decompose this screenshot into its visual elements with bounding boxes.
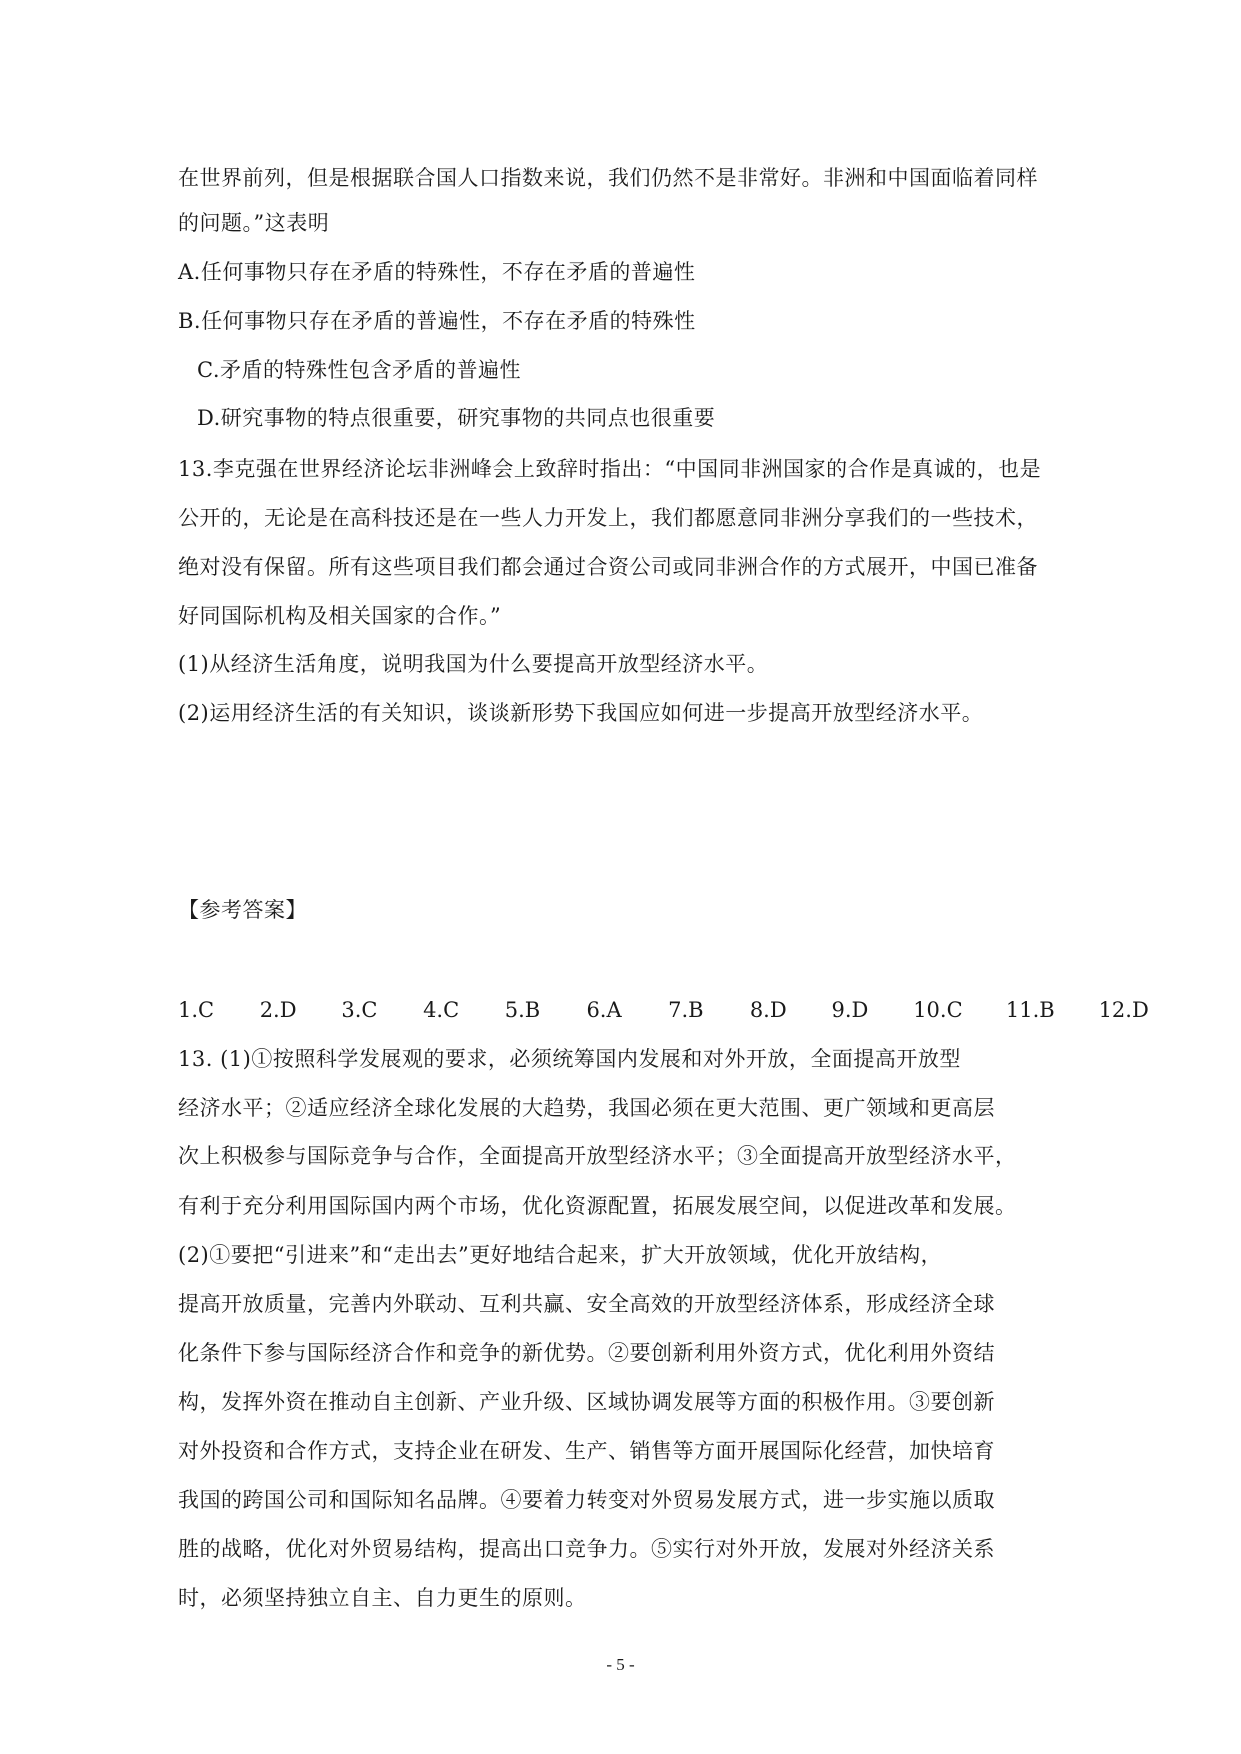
choice-answer: 1.C bbox=[178, 998, 215, 1022]
q13-sub-question-1: (1)从经济生活角度，说明我国为什么要提高开放型经济水平。 bbox=[178, 652, 769, 676]
choice-answers-row bbox=[178, 997, 1159, 1023]
q12-option-a: A.任何事物只存在矛盾的特殊性，不存在矛盾的普遍性 bbox=[178, 260, 696, 284]
q12-option-c: C.矛盾的特殊性包含矛盾的普遍性 bbox=[197, 358, 521, 382]
choice-answer: 10.C bbox=[913, 998, 963, 1022]
q13-stem-line-4: 好同国际机构及相关国家的合作。” bbox=[178, 604, 502, 628]
q13-stem-line-3: 绝对没有保留。所有这些项目我们都会通过合资公司或同非洲合作的方式展开，中国已准备 bbox=[178, 555, 1038, 579]
q13-answer-part1-line-4: 有利于充分利用国际国内两个市场，优化资源配置，拓展发展空间，以促进改革和发展。 bbox=[178, 1194, 1017, 1218]
q13-stem-line-2: 公开的，无论是在高科技还是在一些人力开发上，我们都愿意同非洲分享我们的一些技术， bbox=[178, 506, 1038, 530]
q13-answer-part2-line-8: 时，必须坚持独立自主、自力更生的原则。 bbox=[178, 1586, 587, 1610]
choice-answer: 9.D bbox=[831, 998, 869, 1022]
q13-answer-part2-line-7: 胜的战略，优化对外贸易结构，提高出口竞争力。⑤实行对外开放，发展对外经济关系 bbox=[178, 1537, 995, 1561]
q13-answer-part1-line-1: 13. (1)①按照科学发展观的要求，必须统筹国内发展和对外开放，全面提高开放型 bbox=[178, 1047, 961, 1071]
q13-stem-line-1: 13.李克强在世界经济论坛非洲峰会上致辞时指出：“中国同非洲国家的合作是真诚的，也是 bbox=[178, 457, 1042, 481]
choice-answer: 6.A bbox=[586, 998, 622, 1022]
choice-answer: 4.C bbox=[423, 998, 460, 1022]
q13-answer-part2-line-6: 我国的跨国公司和国际知名品牌。④要着力转变对外贸易发展方式，进一步实施以质取 bbox=[178, 1488, 995, 1512]
q13-answer-part1-line-2: 经济水平；②适应经济全球化发展的大趋势，我国必须在更大范围、更广领域和更高层 bbox=[178, 1096, 995, 1120]
choice-answer: 2.D bbox=[259, 998, 297, 1022]
q13-answer-part2-line-1: (2)①要把“引进来”和“走出去”更好地结合起来，扩大开放领域，优化开放结构， bbox=[178, 1243, 943, 1267]
q13-answer-part2-line-3: 化条件下参与国际经济合作和竞争的新优势。②要创新利用外资方式，优化利用外资结 bbox=[178, 1341, 995, 1365]
q12-stem-line-1: 在世界前列，但是根据联合国人口指数来说，我们仍然不是非常好。非洲和中国面临着同样 bbox=[178, 166, 1038, 190]
q13-answer-part2-line-4: 构，发挥外资在推动自主创新、产业升级、区域协调发展等方面的积极作用。③要创新 bbox=[178, 1390, 995, 1414]
choice-answer: 7.B bbox=[668, 998, 704, 1022]
q13-answer-part2-line-5: 对外投资和合作方式，支持企业在研发、生产、销售等方面开展国际化经营，加快培育 bbox=[178, 1439, 995, 1463]
q13-answer-part2-line-2: 提高开放质量，完善内外联动、互利共赢、安全高效的开放型经济体系，形成经济全球 bbox=[178, 1292, 995, 1316]
choice-answer: 12.D bbox=[1098, 998, 1149, 1022]
choice-answer: 3.C bbox=[341, 998, 378, 1022]
q12-option-d: D.研究事物的特点很重要，研究事物的共同点也很重要 bbox=[197, 406, 716, 430]
choice-answer: 8.D bbox=[749, 998, 787, 1022]
choice-answer: 5.B bbox=[504, 998, 541, 1022]
page-number: - 5 - bbox=[606, 1655, 635, 1674]
q13-sub-question-2: (2)运用经济生活的有关知识，谈谈新形势下我国应如何进一步提高开放型经济水平。 bbox=[178, 701, 984, 725]
choice-answer: 11.B bbox=[1005, 998, 1055, 1022]
q13-answer-part1-line-3: 次上积极参与国际竞争与合作，全面提高开放型经济水平；③全面提高开放型经济水平， bbox=[178, 1144, 1017, 1168]
q12-stem-line-2: 的问题。”这表明 bbox=[178, 211, 330, 235]
q12-option-b: B.任何事物只存在矛盾的普遍性，不存在矛盾的特殊性 bbox=[178, 309, 696, 333]
answer-key-heading: 【参考答案】 bbox=[178, 898, 307, 922]
